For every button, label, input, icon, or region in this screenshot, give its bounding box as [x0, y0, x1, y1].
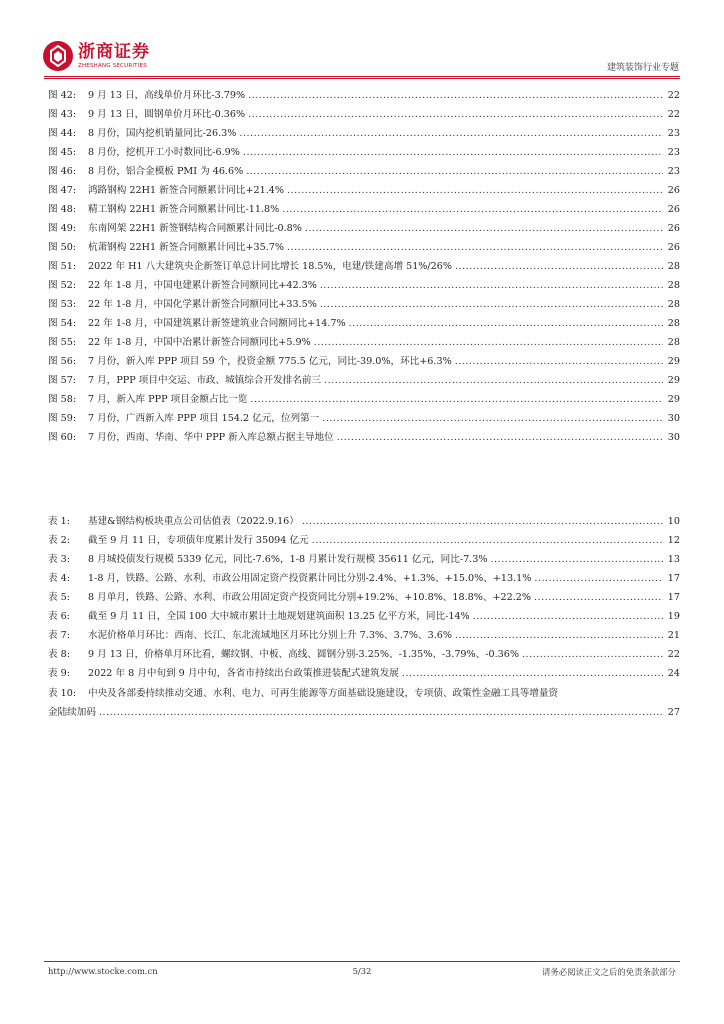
toc-entry[interactable]: [48, 334, 680, 353]
toc-leader-dots: [337, 432, 663, 443]
toc-leader-dots: [324, 375, 663, 386]
toc-entry-page: 22: [667, 90, 680, 101]
toc-leader-dots: [534, 573, 663, 584]
brand-logo-icon: [42, 40, 74, 72]
toc-entry-page: 28: [667, 318, 680, 329]
toc-leader-dots: [490, 554, 663, 565]
toc-leader-dots: [314, 337, 663, 348]
toc-entry-title: 2022 年 8 月中旬到 9 月中旬，各省市持续出台政策推进装配式建筑发展: [88, 668, 399, 679]
toc-entry[interactable]: [48, 589, 680, 608]
toc-entry-title: 22 年 1-8 月，中国中冶累计新签合同额同比+5.9%: [88, 337, 311, 348]
toc-entry-page: 22: [667, 109, 680, 120]
toc-entry[interactable]: [48, 513, 680, 532]
toc-entry-label: 图 45:: [48, 147, 77, 158]
toc-entry-page: 26: [667, 223, 680, 234]
toc-leader-dots: [473, 611, 663, 622]
toc-entry[interactable]: [48, 277, 680, 296]
footer-disclaimer: 请务必阅读正文之后的免责条款部分: [541, 967, 676, 977]
toc-leader-dots: [455, 356, 663, 367]
toc-entry[interactable]: [48, 627, 680, 646]
toc-leader-dots: [455, 630, 663, 641]
toc-leader-dots: [534, 592, 663, 603]
toc-leader-dots: [246, 166, 663, 177]
toc-leader-dots: [320, 299, 663, 310]
toc-entry-title-cont: 金陆续加码: [48, 707, 96, 718]
toc-entry-label: 表 3:: [48, 554, 70, 565]
toc-entry-page: 29: [667, 356, 680, 367]
report-section-title: 建筑装饰行业专题: [606, 63, 679, 73]
toc-entry-title: 7 月份，广西新入库 PPP 项目 154.2 亿元，位列第一: [88, 413, 320, 424]
toc-entry-page: 27: [667, 707, 680, 718]
toc-entry-label: 表 9:: [48, 668, 70, 679]
toc-entry-page: 22: [667, 649, 680, 660]
toc-leader-dots: [312, 535, 663, 546]
page-footer: [48, 966, 676, 978]
toc-leader-dots: [248, 109, 663, 120]
toc-entry-title: 截至 9 月 11 日，专项债年度累计发行 35094 亿元: [88, 535, 309, 546]
toc-entry-title: 7 月份，西南、华南、华中 PPP 新入库总额占据主导地位: [88, 432, 334, 443]
toc-entry[interactable]: [48, 391, 680, 410]
toc-entry[interactable]: [48, 665, 680, 684]
toc-entry-label: 图 56:: [48, 356, 77, 367]
header-divider-thin: [44, 78, 680, 79]
toc-entry-page: 30: [667, 432, 680, 443]
toc-leader-dots: [250, 394, 663, 405]
toc-entry[interactable]: [48, 182, 680, 201]
toc-entry[interactable]: [48, 220, 680, 239]
toc-entry-title: 7 月份，新入库 PPP 项目 59 个，投资金额 775.5 亿元，同比-39.0%，环比+6.3%: [88, 356, 452, 367]
toc-entry-title: 8 月份，铝合金模板 PMI 为 46.6%: [88, 166, 244, 177]
toc-leader-dots: [287, 185, 663, 196]
toc-entry-label: 图 60:: [48, 432, 77, 443]
toc-entry-label: 表 4:: [48, 573, 70, 584]
toc-leader-dots: [239, 128, 663, 139]
toc-entry-label: 表 8:: [48, 649, 70, 660]
toc-entry-title: 8 月单月，铁路、公路、水利、市政公用固定资产投资同比分别+19.2%、+10.8%、18.8%、+22.2%: [88, 592, 531, 603]
toc-entry-title: 鸿路钢构 22H1 新签合同额累计同比+21.4%: [88, 185, 285, 196]
toc-entry-page: 29: [667, 375, 680, 386]
toc-entry-label: 图 48:: [48, 204, 77, 215]
table-list: [48, 513, 680, 722]
toc-entry[interactable]: [48, 684, 680, 722]
footer-url[interactable]: http://www.stocke.com.cn: [48, 966, 158, 976]
toc-entry[interactable]: [48, 125, 680, 144]
toc-entry[interactable]: [48, 106, 680, 125]
brand-name-cn: 浙商证券: [78, 41, 150, 62]
toc-entry-label: 图 55:: [48, 337, 77, 348]
toc-leader-dots: [248, 90, 663, 101]
toc-entry-title: 基建&钢结构板块重点公司估值表（2022.9.16）: [88, 516, 299, 527]
toc-entry-label: 图 42:: [48, 90, 77, 101]
toc-leader-dots: [282, 204, 663, 215]
toc-entry-label: 图 59:: [48, 413, 77, 424]
toc-entry-title: 8 月份，国内挖机销量同比-26.3%: [88, 128, 237, 139]
toc-entry[interactable]: [48, 429, 680, 448]
toc-entry-label: 图 58:: [48, 394, 77, 405]
toc-entry-page: 26: [667, 185, 680, 196]
toc-entry-title: 22 年 1-8 月，中国建筑累计新签建筑业合同额同比+14.7%: [88, 318, 346, 329]
toc-leader-dots: [99, 703, 663, 722]
toc-entry-title: 水泥价格单月环比：西南、长江、东北流域地区月环比分别上升 7.3%、3.7%、3.6%: [88, 630, 452, 641]
toc-entry[interactable]: [48, 239, 680, 258]
toc-entry-title: 2022 年 H1 八大建筑央企新签订单总计同比增长 18.5%，电建/铁建高增 51%/26%: [88, 261, 452, 272]
footer-divider: [44, 961, 680, 962]
toc-leader-dots: [455, 261, 663, 272]
toc-entry-label: 表 6:: [48, 611, 70, 622]
toc-entry[interactable]: [48, 353, 680, 372]
toc-entry-page: 23: [667, 128, 680, 139]
toc-leader-dots: [287, 242, 663, 253]
toc-entry-title: 22 年 1-8 月，中国电建累计新签合同额同比+42.3%: [88, 280, 317, 291]
toc-entry-page: 19: [667, 611, 680, 622]
brand-logo[interactable]: [42, 40, 150, 72]
toc-entry-label: 表 10:: [48, 688, 77, 699]
toc-leader-dots: [302, 516, 663, 527]
toc-entry-page: 23: [667, 166, 680, 177]
toc-entry-page: 28: [667, 280, 680, 291]
toc-entry[interactable]: [48, 646, 680, 665]
toc-entry[interactable]: [48, 144, 680, 163]
toc-entry-label: 表 1:: [48, 516, 70, 527]
toc-entry-label: 图 43:: [48, 109, 77, 120]
toc-entry-title: 精工钢构 22H1 新签合同额累计同比-11.8%: [88, 204, 280, 215]
header-divider: [44, 76, 680, 77]
toc-entry[interactable]: [48, 258, 680, 277]
page-header: [0, 0, 724, 84]
toc-entry-title: 杭萧钢构 22H1 新签合同额累计同比+35.7%: [88, 242, 285, 253]
toc-entry-label: 图 49:: [48, 223, 77, 234]
toc-entry-label: 图 44:: [48, 128, 77, 139]
toc-entry-label: 图 52:: [48, 280, 77, 291]
toc-leader-dots: [243, 147, 663, 158]
toc-entry-page: 28: [667, 299, 680, 310]
toc-entry-title: 7 月，新入库 PPP 项目金额占比一览: [88, 394, 248, 405]
toc-entry-label: 图 57:: [48, 375, 77, 386]
toc-entry[interactable]: [48, 87, 680, 106]
toc-entry[interactable]: [48, 296, 680, 315]
toc-entry-title: 9 月 13 日，价格单月环比看，螺纹钢、中板、高线、圆钢分别-3.25%、-1.35%、-3.79%、-0.36%: [88, 649, 519, 660]
toc-entry-page: 12: [667, 535, 680, 546]
toc-entry[interactable]: [48, 608, 680, 627]
toc-leader-dots: [322, 413, 663, 424]
toc-entry-label: 表 2:: [48, 535, 70, 546]
toc-entry-title: 8 月份，挖机开工小时数同比-6.9%: [88, 147, 240, 158]
toc-entry-title: 东南网架 22H1 新签钢结构合同额累计同比-0.8%: [88, 223, 302, 234]
toc-entry-page: 17: [667, 592, 680, 603]
toc-entry[interactable]: [48, 570, 680, 589]
toc-entry-page: 21: [667, 630, 680, 641]
page-number: 5/32: [352, 966, 372, 976]
toc-leader-dots: [349, 318, 663, 329]
toc-leader-dots: [402, 668, 663, 679]
toc-leader-dots: [522, 649, 663, 660]
toc-entry-page: 28: [667, 337, 680, 348]
toc-entry-page: 13: [667, 554, 680, 565]
toc-entry-title: 8 月城投债发行规模 5339 亿元，同比-7.6%，1-8 月累计发行规模 35611 亿元，同比-7.3%: [88, 554, 488, 565]
toc-entry-page: 30: [667, 413, 680, 424]
toc-entry-page: 23: [667, 147, 680, 158]
toc-entry-page: 10: [667, 516, 680, 527]
toc-entry-title: 22 年 1-8 月，中国化学累计新签合同额同比+33.5%: [88, 299, 317, 310]
toc-entry-title: 截至 9 月 11 日，全国 100 大中城市累计土地规划建筑面积 13.25 亿平方米，同比-14%: [88, 611, 470, 622]
figure-list: [48, 87, 680, 448]
toc-entry[interactable]: [48, 201, 680, 220]
toc-entry-title: 中央及各部委持续推动交通、水利、电力、可再生能源等方面基础设施建设，专项债、政策性金融工具等增量资: [88, 688, 559, 699]
brand-name-en: ZHESHANG SECURITIES: [78, 62, 147, 69]
toc-entry[interactable]: [48, 532, 680, 551]
toc-entry-label: 图 53:: [48, 299, 77, 310]
toc-entry-page: 26: [667, 204, 680, 215]
toc-entry[interactable]: [48, 372, 680, 391]
toc-entry-label: 表 5:: [48, 592, 70, 603]
toc-entry-title: 7 月，PPP 项目中交运、市政、城镇综合开发排名前三: [88, 375, 322, 386]
toc-entry-label: 表 7:: [48, 630, 70, 641]
toc-entry-page: 28: [667, 261, 680, 272]
toc-leader-dots: [320, 280, 663, 291]
toc-entry-label: 图 51:: [48, 261, 77, 272]
toc-entry[interactable]: [48, 410, 680, 429]
toc-entry-label: 图 54:: [48, 318, 77, 329]
toc-entry-title: 9 月 13 日，圆钢单价月环比-0.36%: [88, 109, 246, 120]
toc-entry-label: 图 46:: [48, 166, 77, 177]
toc-leader-dots: [305, 223, 663, 234]
toc-entry-title: 1-8 月，铁路、公路、水利、市政公用固定资产投资累计同比分别-2.4%、+1.3%、+15.0%、+13.1%: [88, 573, 532, 584]
toc-entry-page: 17: [667, 573, 680, 584]
toc-entry[interactable]: [48, 551, 680, 570]
toc-entry-label: 图 50:: [48, 242, 77, 253]
toc-entry-page: 26: [667, 242, 680, 253]
toc-entry[interactable]: [48, 163, 680, 182]
toc-entry-label: 图 47:: [48, 185, 77, 196]
toc-entry-title: 9 月 13 日，高线单价月环比-3.79%: [88, 90, 246, 101]
toc-entry-page: 24: [667, 668, 680, 679]
toc-entry[interactable]: [48, 315, 680, 334]
toc-entry-page: 29: [667, 394, 680, 405]
